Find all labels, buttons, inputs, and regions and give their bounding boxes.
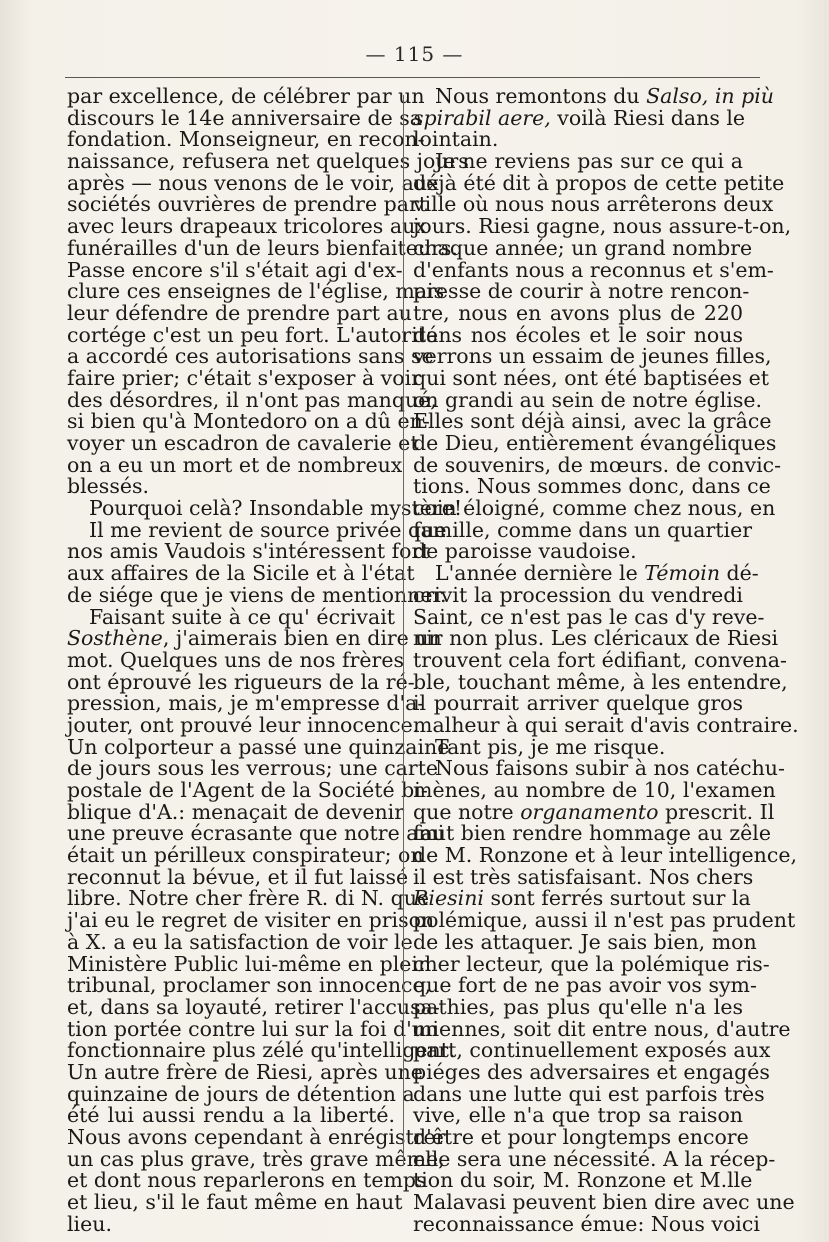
text-line: trouvent cela fort édifiant, convena- <box>413 647 787 672</box>
text-line: jours. Riesi gagne, nous assure-t-on, <box>413 214 792 239</box>
text-line: tribunal, proclamer son innocence, <box>67 973 432 998</box>
text-line: et dont nous reparlerons en temps <box>67 1168 427 1193</box>
text-line: Il me revient de source privée que <box>89 517 447 542</box>
text-line: elle sera une nécessité. A la récep- <box>413 1146 776 1171</box>
text-line: blique d'A.: menaçait de devenir <box>67 799 405 824</box>
text-line: piéges des adversaires et engagés <box>413 1059 770 1084</box>
text-line: on a eu un mort et de nombreux <box>67 452 403 477</box>
text-line: tion du soir, M. Ronzone et M.lle <box>413 1168 753 1193</box>
text-line: lieu. <box>67 1211 112 1236</box>
text-line: et lieu, s'il le faut même en haut <box>67 1190 403 1215</box>
text-line: de siége que je viens de mentionner. <box>67 582 447 607</box>
text-line: après — nous venons de le voir, aux <box>67 170 439 195</box>
text-line: jouter, ont prouvé leur innocence. <box>67 712 420 737</box>
text-line: chaque année; un grand nombre <box>413 235 753 260</box>
text-line: été lui aussi rendu a la liberté. <box>67 1103 395 1128</box>
text-line: qui sont nées, ont été baptisées et <box>413 365 770 390</box>
text-line: naissance, refusera net quelques jours <box>67 149 469 174</box>
text-line: clure ces enseignes de l'église, mais <box>67 279 445 304</box>
text-line: blessés. <box>67 474 150 499</box>
text-line: fondation. Monseigneur, en recon- <box>67 127 425 152</box>
text-line: nir non plus. Les cléricaux de Riesi <box>413 626 779 651</box>
text-line: miennes, soit dit entre nous, d'autre <box>413 1016 791 1041</box>
text-line: spirabil aere, voilà Riesi dans le <box>413 105 746 130</box>
text-line: Je ne reviens pas sur ce qui a <box>435 149 743 174</box>
text-line: que notre organamento prescrit. Il <box>413 799 775 824</box>
text-line: lointain. <box>413 127 499 152</box>
text-line: était un périlleux conspirateur; on <box>67 843 424 868</box>
text-line: déjà été dit à propos de cette petite <box>413 170 785 195</box>
text-line: il est très satisfaisant. Nos chers <box>413 864 754 889</box>
text-line: Un autre frère de Riesi, après une <box>67 1059 423 1084</box>
text-line: une preuve écrasante que notre ami <box>67 821 445 846</box>
text-line: ont éprouvé les rigueurs de la ré- <box>67 669 415 694</box>
text-line: Un colporteur a passé une quinzaine <box>67 734 450 759</box>
text-line: Pourquoi celà? Insondable mystère! <box>89 496 463 521</box>
text-line: faut bien rendre hommage au zêle <box>413 821 771 846</box>
text-line: crivit la procession du vendredi <box>413 582 743 607</box>
text-line: de souvenirs, de mœurs. de convic- <box>413 452 782 477</box>
text-line: par excellence, de célébrer par un <box>67 84 425 108</box>
text-line: Riesini sont ferrés surtout sur la <box>413 886 751 911</box>
text-line: Tant pis, je me risque. <box>435 734 666 759</box>
text-line: dans une lutte qui est parfois très <box>413 1081 765 1106</box>
text-line: fonctionnaire plus zélé qu'intelligent. <box>67 1038 456 1063</box>
text-line: nos amis Vaudois s'intéressent fort <box>67 539 430 564</box>
text-line: à X. a eu la satisfaction de voir le <box>67 929 413 954</box>
text-line: L'année dernière le Témoin dé- <box>435 561 759 586</box>
text-line: Nous remontons du Salso, in più <box>435 84 774 108</box>
text-line: ble, touchant même, à les entendre, <box>413 669 788 694</box>
text-line: cortége c'est un peu fort. L'autorité <box>67 322 439 347</box>
text-line: si bien qu'à Montedoro on a dû en- <box>67 409 430 434</box>
text-line: faire prier; c'était s'exposer à voir <box>67 365 421 390</box>
text-line: pression, mais, je m'empresse d'a- <box>67 691 425 716</box>
text-line: Nous faisons subir à nos catéchu- <box>435 756 785 781</box>
text-line: famille, comme dans un quartier <box>413 517 753 542</box>
text-line: quinzaine de jours de détention a <box>67 1081 415 1106</box>
text-line: Ministère Public lui-même en plein <box>67 951 432 976</box>
text-line: tre, nous en avons plus de 220 <box>413 300 743 325</box>
text-line: presse de courir à notre rencon- <box>413 279 750 304</box>
text-line: a accordé ces autorisations sans se <box>67 344 434 369</box>
text-line: part, continuellement exposés aux <box>413 1038 771 1063</box>
text-line: libre. Notre cher frère R. di N. que <box>67 886 430 911</box>
text-line: de jours sous les verrous; une carte <box>67 756 439 781</box>
text-line: d'enfants nous a reconnus et s'em- <box>413 257 774 282</box>
text-line: postale de l'Agent de la Société bi- <box>67 778 428 802</box>
text-line: avec leurs drapeaux tricolores aux <box>67 214 427 239</box>
text-line: discours le 14e anniversaire de sa <box>67 105 422 130</box>
right-column <box>413 84 799 1236</box>
header-rule <box>65 77 760 78</box>
text-line: vive, elle n'a que trop sa raison <box>413 1103 743 1128</box>
text-line: Passe encore s'il s'était agi d'ex- <box>67 257 403 282</box>
text-line: Sosthène, j'aimerais bien en dire un <box>67 626 442 651</box>
text-line: de Dieu, entièrement évangéliques <box>413 431 777 455</box>
text-line: que fort de ne pas avoir vos sym- <box>413 973 757 998</box>
text-line: tion portée contre lui sur la foi d'un <box>67 1016 439 1041</box>
text-line: un cas plus grave, très grave même, <box>67 1146 445 1171</box>
text-line: voyer un escadron de cavalerie et <box>67 431 419 455</box>
text-line: reconnaissance émue: Nous voici <box>413 1211 760 1236</box>
text-line: mènes, au nombre de 10, l'examen <box>413 778 776 802</box>
text-line: dans nos écoles et le soir nous <box>413 322 743 347</box>
text-line: sociétés ouvrières de prendre part <box>67 192 428 217</box>
text-line: et, dans sa loyauté, retirer l'accusa- <box>67 994 440 1019</box>
text-line: cher lecteur, que la polémique ris- <box>413 951 770 976</box>
text-line: aux affaires de la Sicile et à l'état <box>67 561 415 586</box>
text-line: Elles sont déjà ainsi, avec la grâce <box>413 409 772 434</box>
text-line: Malavasi peuvent bien dire avec une <box>413 1190 795 1215</box>
text-line: coin éloigné, comme chez nous, en <box>413 496 776 521</box>
text-line: funérailles d'un de leurs bienfaiteurs. <box>67 235 458 260</box>
text-line: Faisant suite à ce qu' écrivait <box>89 604 395 629</box>
text-line: tions. Nous sommes donc, dans ce <box>413 474 771 499</box>
text-line: Saint, ce n'est pas le cas d'y reve- <box>413 604 765 629</box>
page-number: — 115 — <box>365 42 464 66</box>
text-line: leur défendre de prendre part au <box>67 300 412 325</box>
text-line: polémique, aussi il n'est pas prudent <box>413 908 796 933</box>
text-line: mot. Quelques uns de nos frères <box>67 647 405 672</box>
text-line: de les attaquer. Je sais bien, mon <box>413 929 757 954</box>
text-line: on grandi au sein de notre église. <box>413 387 763 412</box>
text-line: reconnut la bévue, et il fut laissé <box>67 864 409 889</box>
text-line: des désordres, il n'ont pas manqué, <box>67 387 437 412</box>
text-line: Nous avons cependant à enrégistrer <box>67 1125 446 1149</box>
text-line: il pourrait arriver quelque gros <box>413 691 743 716</box>
column-divider <box>403 95 404 1165</box>
text-line: de M. Ronzone et à leur intelligence, <box>413 843 797 868</box>
text-line: de paroisse vaudoise. <box>413 539 637 564</box>
text-line: d'être et pour longtemps encore <box>413 1125 749 1149</box>
text-line: j'ai eu le regret de visiter en prison <box>67 908 435 933</box>
text-line: pathies, pas plus qu'elle n'a les <box>413 994 743 1019</box>
text-line: verrons un essaim de jeunes filles, <box>413 344 772 369</box>
text-line: ville où nous nous arrêterons deux <box>413 192 774 217</box>
text-line: malheur à qui serait d'avis contraire. <box>413 712 799 737</box>
